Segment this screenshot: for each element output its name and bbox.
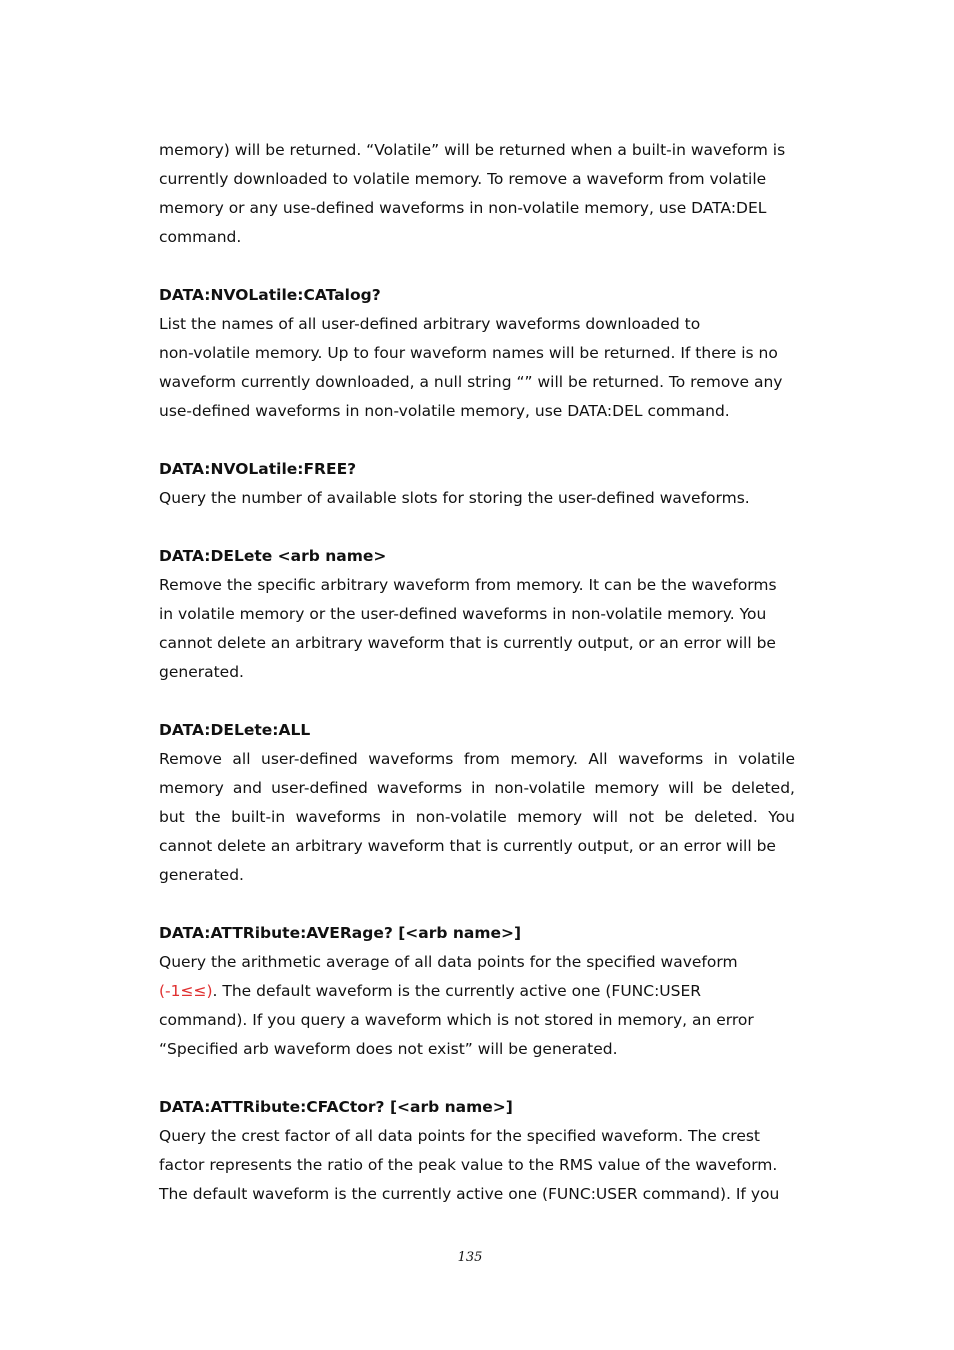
text-fragment: . The default waveform is the currently active one (FUNC:USER	[212, 982, 702, 1000]
section-paragraph	[159, 1122, 795, 1209]
text-line: memory or any use-defined waveforms in non-volatile memory, use DATA:DEL	[159, 199, 767, 217]
intro-paragraph	[159, 136, 795, 252]
section-attribute-average	[159, 919, 795, 1064]
section-heading: DATA:NVOLatile:FREE?	[159, 460, 357, 478]
text-line: waveform currently downloaded, a null string “” will be returned. To remove any	[159, 373, 783, 391]
text-line: memory and user-defined waveforms in non-volatile memory will be deleted,	[159, 779, 795, 797]
text-line: Remove the specific arbitrary waveform from memory. It can be the waveforms	[159, 576, 777, 594]
section-nvolatile-free	[159, 455, 795, 513]
text-line: factor represents the ratio of the peak value to the RMS value of the waveform.	[159, 1156, 778, 1174]
text-line: command). If you query a waveform which is not stored in memory, an error	[159, 1011, 754, 1029]
section-heading: DATA:ATTRibute:AVERage? [<arb name>]	[159, 924, 522, 942]
highlighted-range: (-1≤≤)	[159, 982, 213, 1000]
text-line: generated.	[159, 663, 244, 681]
text-line: generated.	[159, 866, 244, 884]
text-line: command.	[159, 228, 242, 246]
section-paragraph	[159, 310, 795, 426]
text-line: The default waveform is the currently active one (FUNC:USER command). If you	[159, 1185, 780, 1203]
text-line: currently downloaded to volatile memory. To remove a waveform from volatile	[159, 170, 767, 188]
text-line: memory) will be returned. “Volatile” will be returned when a built-in waveform is	[159, 141, 786, 159]
text-line: cannot delete an arbitrary waveform that is currently output, or an error will be	[159, 837, 776, 855]
text-line: Query the crest factor of all data points for the specified waveform. The crest	[159, 1127, 761, 1145]
section-paragraph	[159, 745, 795, 890]
section-nvolatile-catalog	[159, 281, 795, 426]
text-line: Query the number of available slots for storing the user-defined waveforms.	[159, 489, 750, 507]
text-line: “Specified arb waveform does not exist” will be generated.	[159, 1040, 618, 1058]
section-attribute-cfactor	[159, 1093, 795, 1209]
text-line: use-defined waveforms in non-volatile memory, use DATA:DEL command.	[159, 402, 730, 420]
text-line: but the built-in waveforms in non-volatile memory will not be deleted. You	[159, 808, 795, 826]
text-line: non-volatile memory. Up to four waveform names will be returned. If there is no	[159, 344, 778, 362]
document-body	[159, 136, 795, 1209]
text-line: Remove all user-defined waveforms from memory. All waveforms in volatile	[159, 750, 795, 768]
text-line	[159, 977, 795, 1006]
text-line: List the names of all user-defined arbitrary waveforms downloaded to	[159, 315, 701, 333]
section-delete-all	[159, 716, 795, 890]
page-number: 135	[457, 1250, 483, 1265]
text-line: cannot delete an arbitrary waveform that is currently output, or an error will be	[159, 634, 776, 652]
section-paragraph	[159, 948, 795, 1064]
section-heading: DATA:NVOLatile:CATalog?	[159, 286, 381, 304]
section-heading: DATA:ATTRibute:CFACtor? [<arb name>]	[159, 1098, 513, 1116]
section-heading: DATA:DELete <arb name>	[159, 547, 387, 565]
text-line: Query the arithmetic average of all data points for the specified waveform	[159, 953, 738, 971]
section-heading: DATA:DELete:ALL	[159, 721, 311, 739]
section-paragraph	[159, 484, 795, 513]
section-delete-name	[159, 542, 795, 687]
section-paragraph	[159, 571, 795, 687]
text-line: in volatile memory or the user-defined waveforms in non-volatile memory. You	[159, 605, 767, 623]
